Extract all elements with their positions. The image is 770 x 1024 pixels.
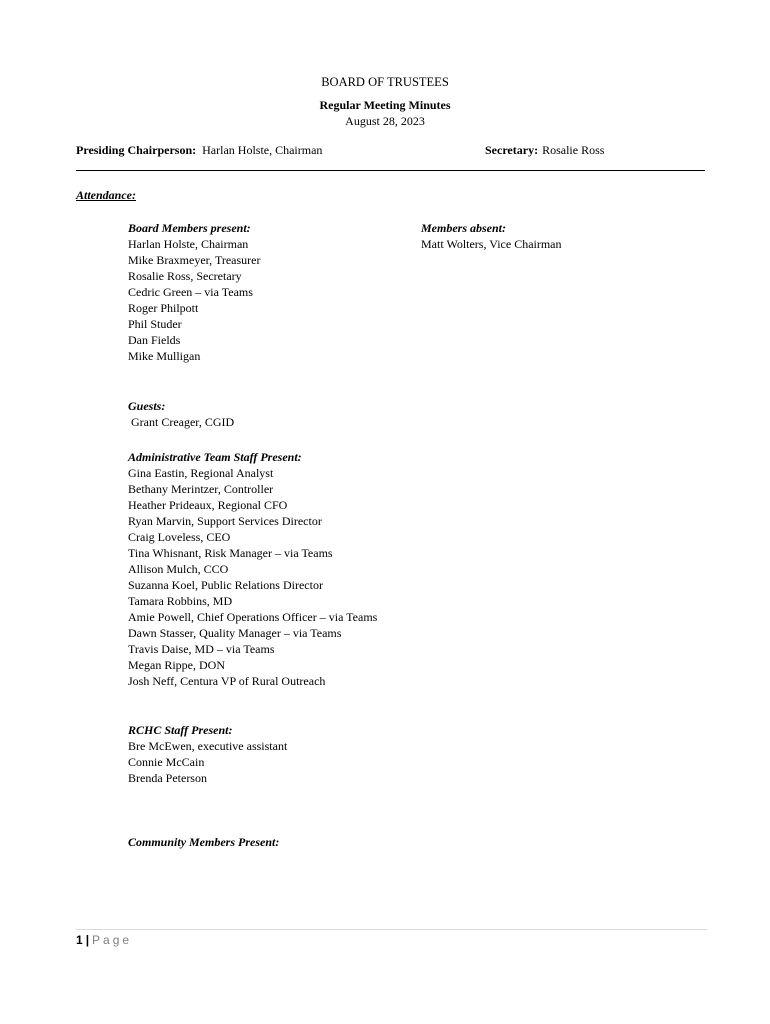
- list-item: Harlan Holste, Chairman: [128, 237, 249, 251]
- guests: [128, 398, 234, 430]
- list-item: Dawn Stasser, Quality Manager – via Teams: [128, 626, 342, 640]
- list-item: Phil Studer: [128, 317, 182, 331]
- list-item: Heather Prideaux, Regional CFO: [128, 498, 288, 512]
- presiding-value: Harlan Holste, Chairman: [202, 143, 323, 157]
- document-subtitle: Regular Meeting Minutes: [319, 98, 451, 112]
- section-heading: RCHC Staff Present:: [128, 723, 233, 737]
- list-item: Rosalie Ross, Secretary: [128, 269, 242, 283]
- list-item: Tamara Robbins, MD: [128, 594, 233, 608]
- section-heading: Board Members present:: [128, 221, 251, 235]
- presiding-chairperson: [76, 142, 322, 158]
- document-title: BOARD OF TRUSTEES: [321, 75, 449, 89]
- list-item: Craig Loveless, CEO: [128, 530, 231, 544]
- list-item: Cedric Green – via Teams: [128, 285, 253, 299]
- section-heading: Guests:: [128, 399, 166, 413]
- list-item: Travis Daise, MD – via Teams: [128, 642, 275, 656]
- list-item: Megan Rippe, DON: [128, 658, 225, 672]
- page-number: 1: [76, 933, 83, 947]
- members-absent: [421, 220, 562, 252]
- list-item: Mike Mulligan: [128, 349, 201, 363]
- header-divider: [76, 170, 705, 171]
- page-label: Page: [92, 933, 133, 947]
- list-item: Gina Eastin, Regional Analyst: [128, 466, 274, 480]
- list-item: Roger Philpott: [128, 301, 199, 315]
- list-item: Mike Braxmeyer, Treasurer: [128, 253, 261, 267]
- list-item: Allison Mulch, CCO: [128, 562, 229, 576]
- administrative-staff-present: [128, 449, 377, 689]
- secretary-label: Secretary:: [485, 143, 539, 157]
- attendance-heading: Attendance:: [76, 188, 136, 202]
- section-heading: Members absent:: [421, 221, 506, 235]
- list-item: Bre McEwen, executive assistant: [128, 739, 288, 753]
- footer-separator: |: [85, 933, 90, 947]
- section-heading: Community Members Present:: [128, 835, 280, 849]
- footer-divider: [76, 929, 707, 930]
- list-item: Amie Powell, Chief Operations Officer – via Teams: [128, 610, 378, 624]
- meeting-date: August 28, 2023: [345, 114, 425, 128]
- list-item: Matt Wolters, Vice Chairman: [421, 237, 562, 251]
- list-item: Connie McCain: [128, 755, 205, 769]
- list-item: Suzanna Koel, Public Relations Director: [128, 578, 323, 592]
- rchc-staff-present: [128, 722, 287, 786]
- community-members-present: [128, 834, 279, 850]
- list-item: Josh Neff, Centura VP of Rural Outreach: [128, 674, 326, 688]
- presiding-label: Presiding Chairperson:: [76, 143, 197, 157]
- board-members-present: [128, 220, 261, 364]
- list-item: Tina Whisnant, Risk Manager – via Teams: [128, 546, 333, 560]
- list-item: Brenda Peterson: [128, 771, 207, 785]
- secretary: [485, 142, 604, 158]
- list-item: Grant Creager, CGID: [131, 415, 235, 429]
- list-item: Ryan Marvin, Support Services Director: [128, 514, 322, 528]
- page-footer: [76, 932, 132, 948]
- list-item: Bethany Merintzer, Controller: [128, 482, 274, 496]
- section-heading: Administrative Team Staff Present:: [128, 450, 302, 464]
- secretary-value: Rosalie Ross: [542, 143, 605, 157]
- list-item: Dan Fields: [128, 333, 181, 347]
